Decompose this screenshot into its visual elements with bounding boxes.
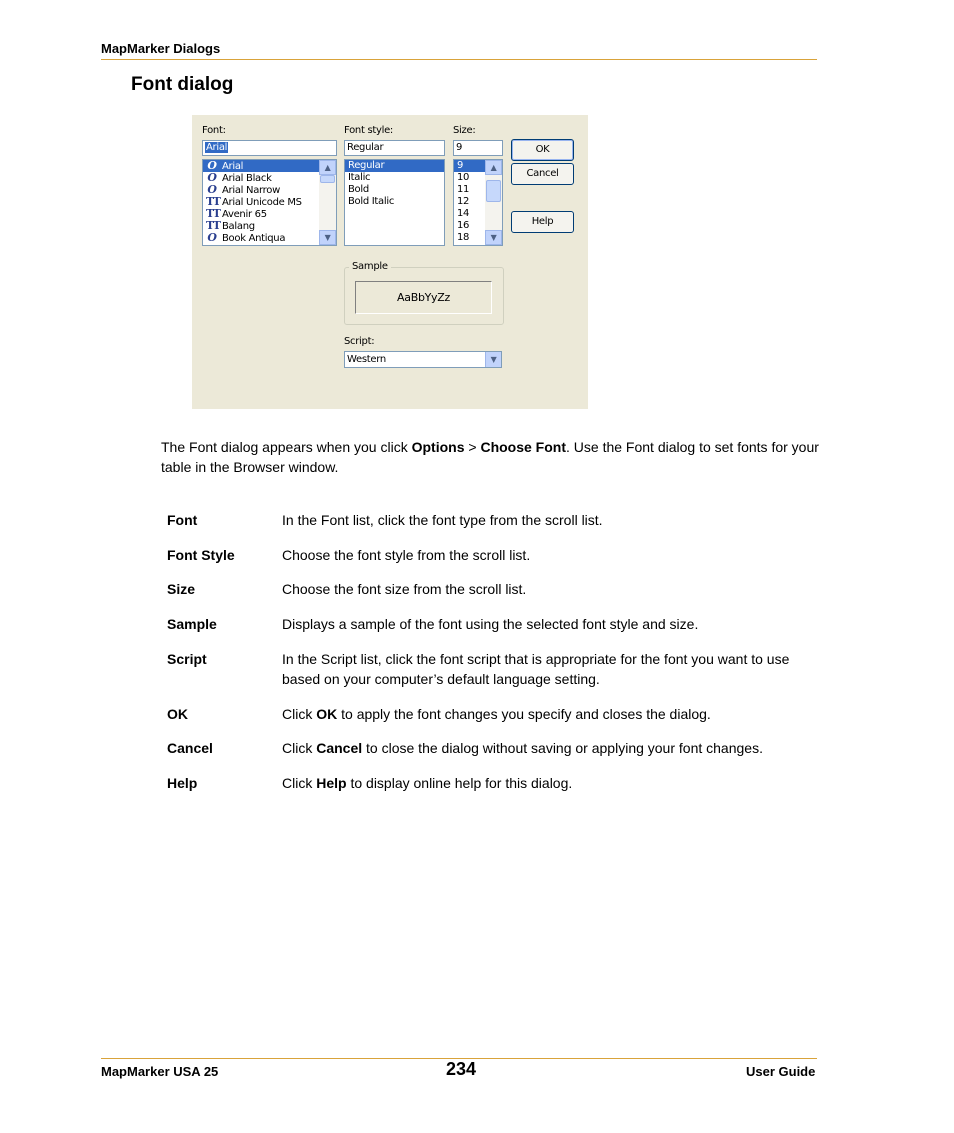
list-item[interactable] bbox=[454, 184, 485, 196]
options-menu-ref: Options bbox=[411, 439, 465, 455]
definition-description: In the Font list, click the font type from the scroll list. bbox=[282, 512, 603, 528]
size-input[interactable] bbox=[453, 140, 503, 156]
cancel-button[interactable]: Cancel bbox=[511, 163, 574, 185]
list-item-label: Arial bbox=[222, 161, 244, 172]
help-button[interactable]: Help bbox=[511, 211, 574, 233]
font-list-items bbox=[203, 160, 319, 245]
script-value: Western bbox=[347, 354, 386, 365]
list-item-label: Regular bbox=[348, 160, 385, 171]
font-style-input[interactable] bbox=[344, 140, 445, 156]
desc-text: Click bbox=[282, 775, 317, 791]
desc-bold: Help bbox=[316, 775, 347, 791]
font-list[interactable] bbox=[202, 159, 337, 246]
list-item[interactable] bbox=[345, 184, 444, 196]
desc-bold: OK bbox=[316, 706, 338, 722]
list-item[interactable] bbox=[454, 232, 485, 244]
list-item[interactable] bbox=[345, 196, 444, 208]
font-input-value: Arial bbox=[206, 142, 228, 153]
list-item-label: 12 bbox=[457, 196, 470, 207]
definition-term: Sample bbox=[167, 616, 217, 632]
font-input[interactable] bbox=[202, 140, 337, 156]
size-list-items bbox=[454, 160, 485, 245]
desc-text: to apply the font changes you specify and closes the dialog. bbox=[337, 706, 711, 722]
list-item-label: Arial Unicode MS bbox=[222, 197, 302, 208]
list-item-label: Italic bbox=[348, 172, 371, 183]
font-style-label: Font style: bbox=[344, 125, 393, 136]
definition-description: Choose the font size from the scroll list. bbox=[282, 581, 527, 597]
truetype-font-icon: TT bbox=[206, 196, 220, 208]
list-item[interactable] bbox=[454, 196, 485, 208]
opentype-font-icon: O bbox=[207, 232, 217, 244]
font-dialog bbox=[192, 115, 588, 409]
list-item-label: Arial Narrow bbox=[222, 185, 280, 196]
scroll-up-arrow-icon[interactable]: ▲ bbox=[485, 160, 502, 175]
definition-term: Cancel bbox=[167, 740, 213, 756]
definition-term: Font Style bbox=[167, 547, 235, 563]
definition-description bbox=[282, 704, 812, 724]
list-item-label: 18 bbox=[457, 232, 470, 243]
font-style-list-items bbox=[345, 160, 444, 245]
footer-product: MapMarker USA 25 bbox=[101, 1064, 219, 1079]
list-item[interactable] bbox=[203, 184, 319, 196]
list-item-label: 14 bbox=[457, 208, 470, 219]
desc-text: to close the dialog without saving or applying your font changes. bbox=[362, 740, 763, 756]
size-list-scrollbar[interactable] bbox=[485, 160, 502, 245]
definition-description: In the Script list, click the font script that is appropriate for the font you want to use based on your computer’s default language setting. bbox=[282, 651, 790, 687]
list-item[interactable] bbox=[203, 208, 319, 220]
choose-font-menu-ref: Choose Font bbox=[480, 439, 566, 455]
list-item-label: Bold Italic bbox=[348, 196, 395, 207]
desc-bold: Cancel bbox=[316, 740, 363, 756]
scroll-up-arrow-icon[interactable]: ▲ bbox=[319, 160, 336, 175]
font-label: Font: bbox=[202, 125, 226, 136]
list-item[interactable] bbox=[203, 220, 319, 232]
definition-description: Displays a sample of the font using the selected font style and size. bbox=[282, 616, 699, 632]
scroll-down-arrow-icon[interactable]: ▼ bbox=[485, 230, 502, 245]
list-item[interactable] bbox=[454, 208, 485, 220]
truetype-font-icon: TT bbox=[206, 208, 220, 220]
list-item-label: 9 bbox=[457, 160, 464, 171]
list-item-label: Avenir 65 bbox=[222, 209, 267, 220]
desc-text: Click bbox=[282, 740, 317, 756]
section-title: Font dialog bbox=[131, 74, 234, 95]
definition-term: Size bbox=[167, 581, 196, 597]
definition-term: Script bbox=[167, 651, 207, 667]
definition-term: OK bbox=[167, 706, 188, 722]
chevron-down-icon[interactable]: ▼ bbox=[485, 352, 501, 367]
list-item[interactable] bbox=[203, 196, 319, 208]
truetype-font-icon: TT bbox=[206, 220, 220, 232]
size-input-value: 9 bbox=[456, 142, 463, 153]
definition-description bbox=[282, 773, 812, 793]
font-style-input-value: Regular bbox=[347, 142, 384, 153]
list-item-label: Arial Black bbox=[222, 173, 272, 184]
font-list-scrollbar[interactable] bbox=[319, 160, 336, 245]
desc-text: Click bbox=[282, 706, 317, 722]
definition-term: Font bbox=[167, 512, 198, 528]
list-item[interactable] bbox=[345, 172, 444, 184]
list-item-label: Balang bbox=[222, 221, 255, 232]
size-label: Size: bbox=[453, 125, 476, 136]
sample-label: Sample bbox=[349, 261, 391, 272]
intro-text: The Font dialog appears when you click bbox=[161, 439, 412, 455]
footer-doc-title: User Guide bbox=[746, 1064, 816, 1079]
running-header: MapMarker Dialogs bbox=[101, 41, 221, 56]
opentype-font-icon: O bbox=[207, 172, 217, 184]
scroll-thumb[interactable] bbox=[486, 180, 501, 202]
list-item[interactable] bbox=[203, 232, 319, 244]
list-item[interactable] bbox=[345, 160, 444, 172]
list-item[interactable] bbox=[454, 172, 485, 184]
size-list[interactable] bbox=[453, 159, 503, 246]
definition-term: Help bbox=[167, 775, 198, 791]
menu-separator: > bbox=[464, 439, 481, 455]
script-dropdown[interactable] bbox=[344, 351, 502, 368]
scroll-down-arrow-icon[interactable]: ▼ bbox=[319, 230, 336, 245]
list-item[interactable] bbox=[454, 160, 485, 172]
sample-preview: AaBbYyZz bbox=[355, 281, 492, 314]
font-style-list[interactable] bbox=[344, 159, 445, 246]
list-item[interactable] bbox=[203, 172, 319, 184]
list-item[interactable] bbox=[454, 220, 485, 232]
sample-group bbox=[344, 261, 504, 325]
list-item[interactable] bbox=[203, 160, 319, 172]
list-item-label: Book Antiqua bbox=[222, 233, 286, 244]
ok-button[interactable]: OK bbox=[511, 139, 574, 161]
scroll-thumb[interactable] bbox=[320, 175, 335, 183]
list-item-label: Bold bbox=[348, 184, 369, 195]
opentype-font-icon: O bbox=[207, 184, 217, 196]
definition-description bbox=[282, 738, 812, 758]
list-item-label: 11 bbox=[457, 184, 470, 195]
opentype-font-icon: O bbox=[207, 160, 217, 172]
page-number: 234 bbox=[446, 1059, 477, 1079]
intro-text: . Use the Font dialog to set fonts for your table in the Browser window. bbox=[161, 439, 819, 475]
script-label: Script: bbox=[344, 336, 375, 347]
definition-description: Choose the font style from the scroll list. bbox=[282, 547, 531, 563]
list-item-label: 10 bbox=[457, 172, 470, 183]
list-item-label: 16 bbox=[457, 220, 470, 231]
header-divider bbox=[101, 59, 817, 60]
desc-text: to display online help for this dialog. bbox=[346, 775, 573, 791]
intro-paragraph bbox=[161, 437, 821, 477]
